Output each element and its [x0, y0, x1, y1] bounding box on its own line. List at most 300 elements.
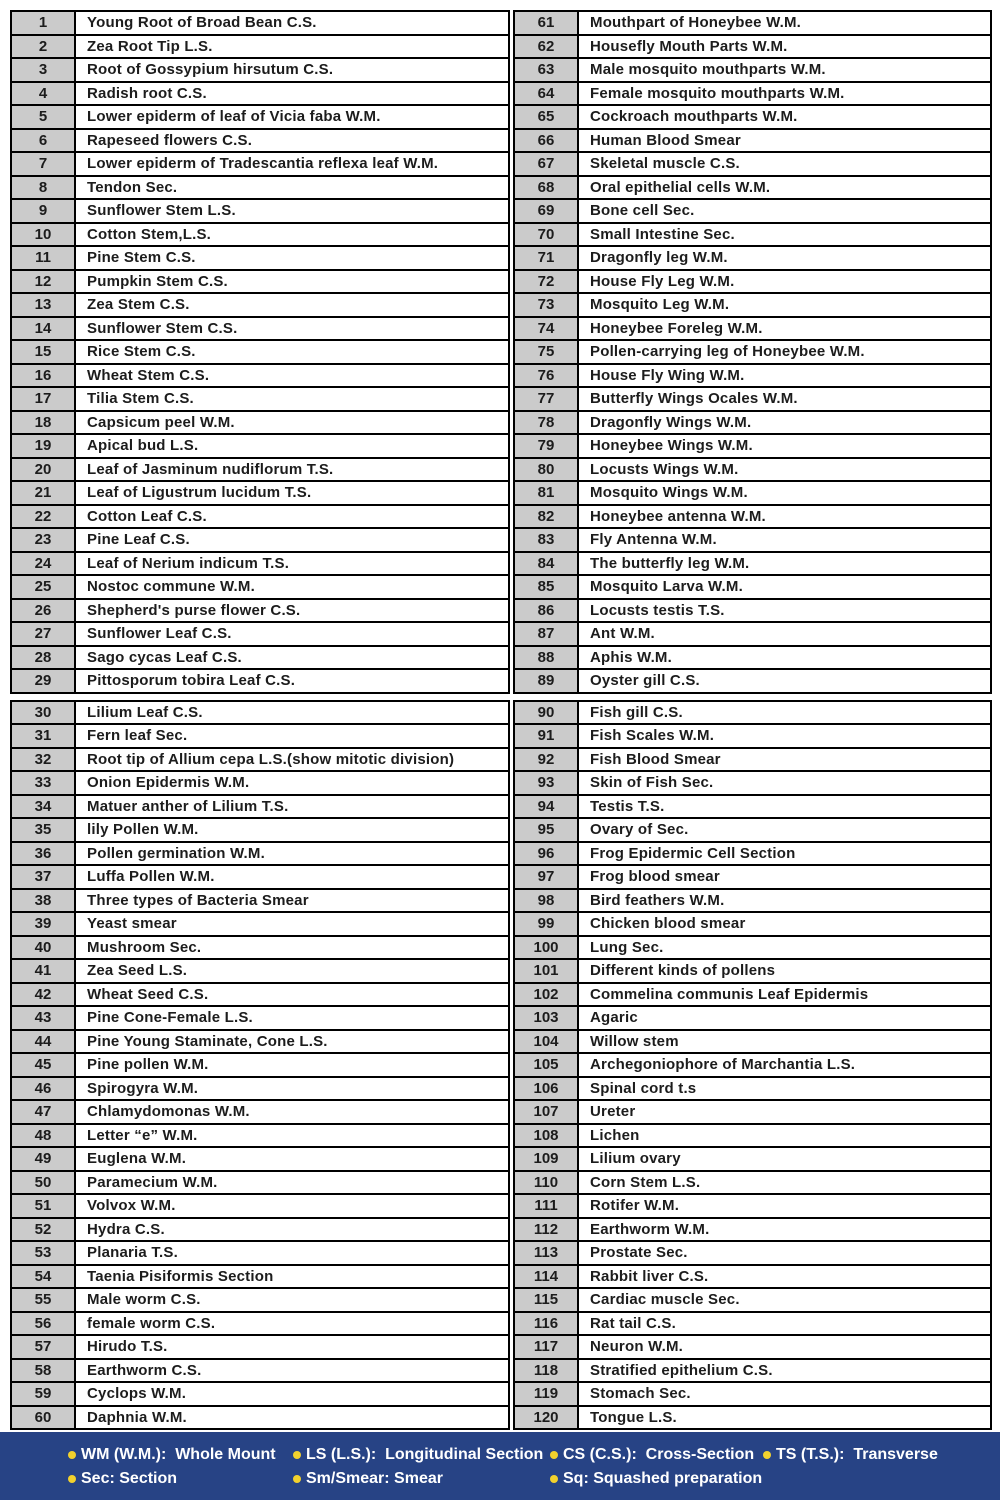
table-row [515, 1148, 990, 1172]
table-row [515, 459, 990, 483]
table-row [12, 819, 508, 843]
row-number: 74 [515, 318, 579, 340]
row-number: 68 [515, 177, 579, 199]
row-number: 102 [515, 984, 579, 1006]
row-number: 43 [12, 1007, 76, 1029]
row-number: 37 [12, 866, 76, 888]
row-label: Capsicum peel W.M. [87, 413, 235, 431]
row-number: 91 [515, 725, 579, 747]
row-number: 90 [515, 702, 579, 724]
table-row [515, 960, 990, 984]
table-row [515, 177, 990, 201]
row-number: 23 [12, 529, 76, 551]
row-number: 33 [12, 772, 76, 794]
table-row [12, 553, 508, 577]
legend-text: LS (L.S.): Longitudinal Section [306, 1446, 544, 1463]
table-row [12, 702, 508, 726]
slide-table-right [513, 10, 992, 1430]
row-label: Pumpkin Stem C.S. [87, 272, 228, 290]
table-row [12, 1195, 508, 1219]
row-number: 62 [515, 36, 579, 58]
row-label: Pittosporum tobira Leaf C.S. [87, 672, 296, 690]
table-row [515, 702, 990, 726]
row-number: 105 [515, 1054, 579, 1076]
table-row [12, 1054, 508, 1078]
table-row [515, 600, 990, 624]
row-number: 35 [12, 819, 76, 841]
table-row [12, 623, 508, 647]
row-label: Sunflower Stem C.S. [87, 319, 238, 337]
row-number: 44 [12, 1031, 76, 1053]
legend-item [550, 1446, 763, 1464]
row-label: Cotton Leaf C.S. [87, 507, 207, 525]
row-label: lily Pollen W.M. [87, 821, 199, 839]
row-label: Human Blood Smear [590, 131, 741, 149]
table-row [515, 937, 990, 961]
row-label: Honeybee Wings W.M. [590, 437, 753, 455]
row-number: 9 [12, 200, 76, 222]
table-row [515, 984, 990, 1008]
row-label: Rice Stem C.S. [87, 343, 196, 361]
row-label: Nostoc commune W.M. [87, 578, 255, 596]
row-number: 95 [515, 819, 579, 841]
table-row [515, 412, 990, 436]
row-number: 63 [515, 59, 579, 81]
table-row [12, 365, 508, 389]
row-label: Stratified epithelium C.S. [590, 1361, 773, 1379]
table-row [12, 153, 508, 177]
table-row [12, 866, 508, 890]
row-label: Wheat Stem C.S. [87, 366, 210, 384]
row-number: 48 [12, 1125, 76, 1147]
row-number: 38 [12, 890, 76, 912]
row-label: Frog Epidermic Cell Section [590, 844, 796, 862]
table-row [515, 435, 990, 459]
row-label: Sunflower Leaf C.S. [87, 625, 232, 643]
row-number: 12 [12, 271, 76, 293]
row-number: 41 [12, 960, 76, 982]
legend-item [763, 1446, 938, 1464]
table-row [12, 576, 508, 600]
table-row [515, 59, 990, 83]
row-label: Dragonfly Wings W.M. [590, 413, 752, 431]
legend-text: WM (W.M.): Whole Mount [81, 1446, 276, 1463]
row-number: 104 [515, 1031, 579, 1053]
row-number: 65 [515, 106, 579, 128]
bullet-icon [293, 1451, 301, 1459]
table-row [515, 153, 990, 177]
row-number: 110 [515, 1172, 579, 1194]
row-label: Commelina communis Leaf Epidermis [590, 985, 869, 1003]
legend-row [68, 1443, 1000, 1467]
row-label: Root of Gossypium hirsutum C.S. [87, 61, 334, 79]
row-label: Pine Leaf C.S. [87, 531, 190, 549]
table-row [12, 937, 508, 961]
row-number: 109 [515, 1148, 579, 1170]
row-number: 50 [12, 1172, 76, 1194]
row-number: 31 [12, 725, 76, 747]
table-row [515, 106, 990, 130]
row-number: 20 [12, 459, 76, 481]
row-number: 79 [515, 435, 579, 457]
table-row [515, 1054, 990, 1078]
bullet-icon [68, 1451, 76, 1459]
row-label: Earthworm C.S. [87, 1361, 202, 1379]
row-number: 24 [12, 553, 76, 575]
row-number: 111 [515, 1195, 579, 1217]
row-label: Rabbit liver C.S. [590, 1267, 709, 1285]
row-label: Male worm C.S. [87, 1291, 201, 1309]
row-number: 96 [515, 843, 579, 865]
row-label: Mosquito Larva W.M. [590, 578, 743, 596]
row-label: Tongue L.S. [590, 1408, 677, 1426]
legend-item [68, 1446, 293, 1464]
row-label: Locusts Wings W.M. [590, 460, 739, 478]
row-label: Fern leaf Sec. [87, 727, 188, 745]
row-label: Lilium Leaf C.S. [87, 703, 203, 721]
table-row [12, 318, 508, 342]
bullet-icon [293, 1475, 301, 1483]
table-row [12, 725, 508, 749]
row-label: Leaf of Ligustrum lucidum T.S. [87, 484, 312, 502]
row-number: 108 [515, 1125, 579, 1147]
row-label: Lichen [590, 1126, 640, 1144]
row-label: Leaf of Jasminum nudiflorum T.S. [87, 460, 334, 478]
table-row [12, 984, 508, 1008]
row-label: Pine Young Staminate, Cone L.S. [87, 1032, 328, 1050]
table-row [12, 647, 508, 671]
row-label: Leaf of Nerium indicum T.S. [87, 554, 290, 572]
row-label: Lower epiderm of leaf of Vicia faba W.M. [87, 108, 381, 126]
row-label: Fish Scales W.M. [590, 727, 715, 745]
row-number: 76 [515, 365, 579, 387]
row-label: Different kinds of pollens [590, 962, 776, 980]
row-label: Radish root C.S. [87, 84, 207, 102]
table-row [12, 1125, 508, 1149]
row-label: Skeletal muscle C.S. [590, 155, 740, 173]
row-label: Cyclops W.M. [87, 1385, 187, 1403]
row-label: Honeybee Foreleg W.M. [590, 319, 763, 337]
bullet-icon [68, 1475, 76, 1483]
table-row [12, 1383, 508, 1407]
table-row [515, 1078, 990, 1102]
row-number: 40 [12, 937, 76, 959]
row-number: 75 [515, 341, 579, 363]
row-number: 78 [515, 412, 579, 434]
table-block [10, 700, 510, 1431]
row-label: The butterfly leg W.M. [590, 554, 750, 572]
table-row [12, 59, 508, 83]
table-row [12, 749, 508, 773]
row-label: Planaria T.S. [87, 1244, 178, 1262]
table-row [12, 600, 508, 624]
table-row [515, 1125, 990, 1149]
row-number: 39 [12, 913, 76, 935]
row-label: Small Intestine Sec. [590, 225, 735, 243]
table-row [515, 294, 990, 318]
row-number: 81 [515, 482, 579, 504]
table-row [515, 1172, 990, 1196]
row-number: 16 [12, 365, 76, 387]
table-row [515, 1219, 990, 1243]
row-label: Shepherd's purse flower C.S. [87, 601, 301, 619]
row-number: 64 [515, 83, 579, 105]
table-row [12, 200, 508, 224]
row-number: 11 [12, 247, 76, 269]
legend-item [68, 1470, 293, 1488]
table-row [515, 647, 990, 671]
table-row [12, 1407, 508, 1429]
table-row [515, 200, 990, 224]
table-row [12, 1313, 508, 1337]
row-number: 34 [12, 796, 76, 818]
row-number: 93 [515, 772, 579, 794]
row-number: 21 [12, 482, 76, 504]
row-number: 19 [12, 435, 76, 457]
row-number: 57 [12, 1336, 76, 1358]
row-label: Cotton Stem,L.S. [87, 225, 212, 243]
row-label: Paramecium W.M. [87, 1173, 218, 1191]
row-number: 26 [12, 600, 76, 622]
table-row [515, 12, 990, 36]
row-number: 114 [515, 1266, 579, 1288]
row-label: Three types of Bacteria Smear [87, 891, 309, 909]
row-label: House Fly Leg W.M. [590, 272, 735, 290]
bullet-icon [550, 1451, 558, 1459]
row-number: 101 [515, 960, 579, 982]
table-row [12, 177, 508, 201]
row-label: Rapeseed flowers C.S. [87, 131, 253, 149]
row-label: Hydra C.S. [87, 1220, 165, 1238]
table-row [12, 1360, 508, 1384]
row-number: 92 [515, 749, 579, 771]
table-row [515, 482, 990, 506]
row-number: 22 [12, 506, 76, 528]
row-label: Cardiac muscle Sec. [590, 1291, 740, 1309]
table-row [515, 1336, 990, 1360]
table-row [12, 1289, 508, 1313]
table-row [12, 435, 508, 459]
table-row [515, 1407, 990, 1429]
row-label: Apical bud L.S. [87, 437, 199, 455]
row-number: 85 [515, 576, 579, 598]
legend-row [68, 1467, 1000, 1491]
row-label: Male mosquito mouthparts W.M. [590, 61, 826, 79]
bullet-icon [550, 1475, 558, 1483]
table-row [12, 506, 508, 530]
row-label: Fish Blood Smear [590, 750, 721, 768]
row-number: 119 [515, 1383, 579, 1405]
row-number: 6 [12, 130, 76, 152]
row-label: Oral epithelial cells W.M. [590, 178, 771, 196]
row-number: 27 [12, 623, 76, 645]
row-number: 71 [515, 247, 579, 269]
row-label: Testis T.S. [590, 797, 665, 815]
table-row [515, 1360, 990, 1384]
table-row [515, 1031, 990, 1055]
row-number: 17 [12, 388, 76, 410]
row-number: 116 [515, 1313, 579, 1335]
row-label: Luffa Pollen W.M. [87, 868, 215, 886]
table-row [515, 1007, 990, 1031]
row-label: Dragonfly leg W.M. [590, 249, 728, 267]
row-number: 7 [12, 153, 76, 175]
row-label: Willow stem [590, 1032, 679, 1050]
row-number: 18 [12, 412, 76, 434]
row-label: Mushroom Sec. [87, 938, 202, 956]
row-number: 97 [515, 866, 579, 888]
row-label: Volvox W.M. [87, 1197, 176, 1215]
row-number: 60 [12, 1407, 76, 1429]
row-number: 106 [515, 1078, 579, 1100]
row-number: 61 [515, 12, 579, 34]
row-number: 112 [515, 1219, 579, 1241]
row-number: 29 [12, 670, 76, 692]
row-label: Taenia Pisiformis Section [87, 1267, 274, 1285]
table-row [12, 529, 508, 553]
row-label: Chlamydomonas W.M. [87, 1103, 250, 1121]
table-row [12, 412, 508, 436]
table-row [515, 1313, 990, 1337]
row-label: Ant W.M. [590, 625, 655, 643]
table-row [12, 130, 508, 154]
row-number: 84 [515, 553, 579, 575]
row-label: Lower epiderm of Tradescantia reflexa leaf W.M. [87, 155, 439, 173]
table-row [515, 913, 990, 937]
table-row [515, 772, 990, 796]
row-label: Ovary of Sec. [590, 821, 689, 839]
row-label: Chicken blood smear [590, 915, 746, 933]
table-row [12, 106, 508, 130]
table-block [513, 700, 992, 1431]
table-row [12, 670, 508, 692]
row-label: Rotifer W.M. [590, 1197, 680, 1215]
legend-text: CS (C.S.): Cross-Section [563, 1446, 755, 1463]
row-label: Bone cell Sec. [590, 202, 695, 220]
row-number: 117 [515, 1336, 579, 1358]
row-number: 70 [515, 224, 579, 246]
row-number: 2 [12, 36, 76, 58]
row-number: 54 [12, 1266, 76, 1288]
legend-item [293, 1446, 550, 1464]
row-number: 99 [515, 913, 579, 935]
table-row [515, 553, 990, 577]
row-label: Onion Epidermis W.M. [87, 774, 250, 792]
legend-text: Sec: Section [81, 1470, 178, 1487]
table-row [515, 1195, 990, 1219]
row-number: 94 [515, 796, 579, 818]
row-label: Agaric [590, 1009, 638, 1027]
table-row [515, 388, 990, 412]
row-label: House Fly Wing W.M. [590, 366, 745, 384]
row-number: 72 [515, 271, 579, 293]
row-label: Pine Cone-Female L.S. [87, 1009, 253, 1027]
table-row [515, 749, 990, 773]
row-label: Prostate Sec. [590, 1244, 688, 1262]
row-number: 1 [12, 12, 76, 34]
table-row [515, 1242, 990, 1266]
table-row [12, 1242, 508, 1266]
row-label: Butterfly Wings Ocales W.M. [590, 390, 798, 408]
row-number: 55 [12, 1289, 76, 1311]
bullet-icon [763, 1451, 771, 1459]
table-row [515, 890, 990, 914]
legend-text: Sq: Squashed preparation [563, 1470, 763, 1487]
table-row [12, 1101, 508, 1125]
table-row [515, 1289, 990, 1313]
row-label: Lilium ovary [590, 1150, 681, 1168]
row-number: 5 [12, 106, 76, 128]
row-label: Ureter [590, 1103, 636, 1121]
table-row [515, 866, 990, 890]
row-number: 66 [515, 130, 579, 152]
row-label: Sunflower Stem L.S. [87, 202, 236, 220]
row-number: 15 [12, 341, 76, 363]
row-number: 80 [515, 459, 579, 481]
slide-table-left [10, 10, 510, 1430]
row-number: 49 [12, 1148, 76, 1170]
row-label: Zea Seed L.S. [87, 962, 188, 980]
row-label: Female mosquito mouthparts W.M. [590, 84, 845, 102]
table-row [12, 772, 508, 796]
table-block [513, 10, 992, 694]
legend-item [550, 1470, 763, 1488]
table-row [12, 294, 508, 318]
row-number: 36 [12, 843, 76, 865]
table-row [515, 843, 990, 867]
table-row [515, 529, 990, 553]
row-number: 82 [515, 506, 579, 528]
table-row [515, 506, 990, 530]
row-number: 25 [12, 576, 76, 598]
table-row [515, 224, 990, 248]
row-label: Wheat Seed C.S. [87, 985, 209, 1003]
row-number: 14 [12, 318, 76, 340]
row-label: Rat tail C.S. [590, 1314, 676, 1332]
row-label: Zea Root Tip L.S. [87, 37, 213, 55]
row-number: 45 [12, 1054, 76, 1076]
legend-text: Sm/Smear: Smear [306, 1470, 443, 1487]
table-row [515, 247, 990, 271]
table-row [12, 796, 508, 820]
row-label: Frog blood smear [590, 868, 720, 886]
row-number: 53 [12, 1242, 76, 1264]
table-row [12, 482, 508, 506]
table-row [12, 843, 508, 867]
row-label: Matuer anther of Lilium T.S. [87, 797, 289, 815]
table-row [515, 83, 990, 107]
row-label: Young Root of Broad Bean C.S. [87, 14, 317, 32]
row-label: Tilia Stem C.S. [87, 390, 194, 408]
row-number: 10 [12, 224, 76, 246]
table-row [12, 271, 508, 295]
row-number: 83 [515, 529, 579, 551]
row-label: Pine pollen W.M. [87, 1056, 209, 1074]
row-number: 59 [12, 1383, 76, 1405]
row-label: Cockroach mouthparts W.M. [590, 108, 798, 126]
row-number: 30 [12, 702, 76, 724]
table-row [515, 1383, 990, 1407]
table-row [12, 1007, 508, 1031]
row-number: 13 [12, 294, 76, 316]
table-row [12, 1266, 508, 1290]
row-label: Fly Antenna W.M. [590, 531, 717, 549]
row-label: Spinal cord t.s [590, 1079, 697, 1097]
row-number: 87 [515, 623, 579, 645]
row-number: 8 [12, 177, 76, 199]
table-row [515, 318, 990, 342]
table-row [12, 890, 508, 914]
